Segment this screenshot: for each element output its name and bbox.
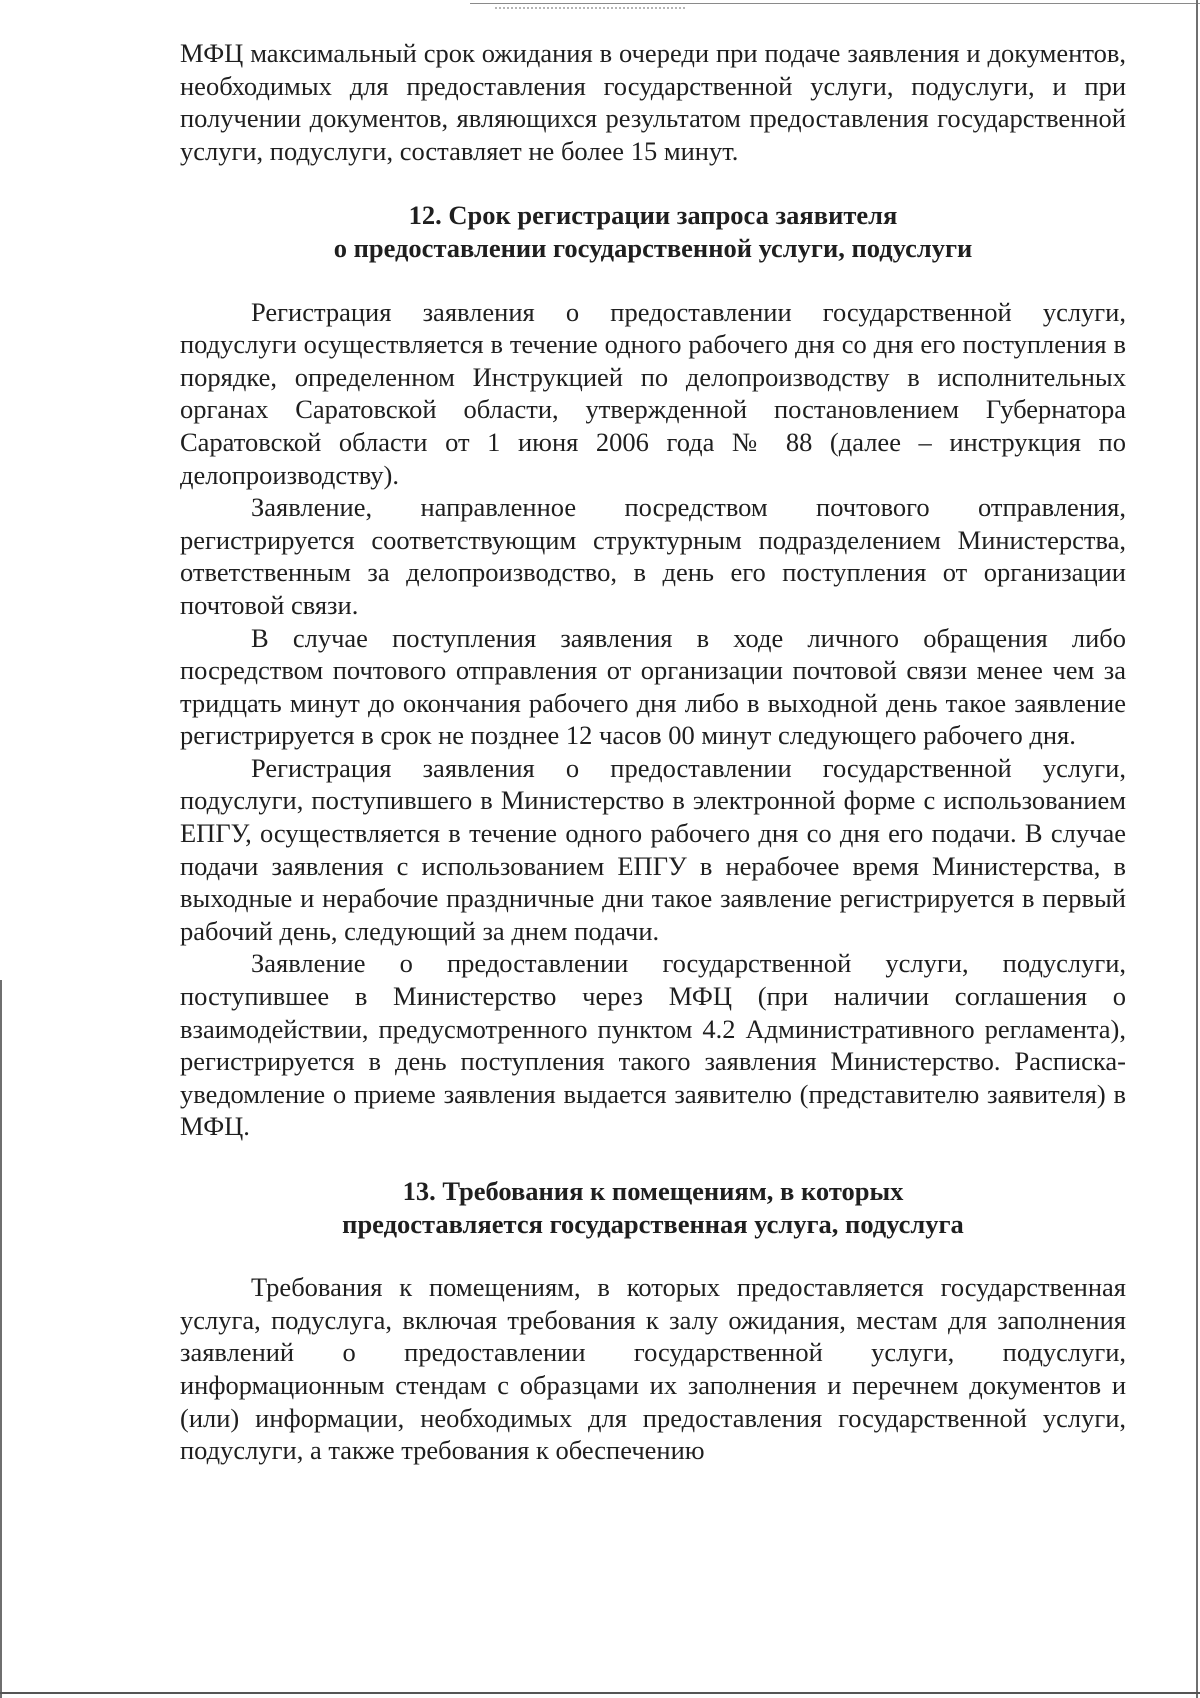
scan-edge-bottom [0,1692,1200,1694]
section-12-heading-line-2: о предоставлении государственной услуги, подуслуги [333,232,973,263]
section-13-paragraph-1: Требования к помещениям, в которых предоставляется государственная услуга, подуслуга, включая требования к залу ожидания, местам для заполнения заявлений о предоставлении государственной услуги, подуслуги, информационным стендам с образцами их заполнения и перечнем документов и (или) информации, необходимых для предоставления государственной услуги, подуслуги, а также требования к обеспечению [180,1272,1126,1466]
section-13-heading-line-1: 13. Требования к помещениям, в которых [402,1176,904,1206]
section-12-paragraph-2: Заявление, направленное посредством почтового отправления, регистрируется соответствующим структурным подразделением Министерства, ответственным за делопроизводство, в день его поступления от организации почтовой связи. [180,492,1126,620]
spacer [180,1240,1126,1271]
section-13-heading [180,1175,1126,1240]
spacer [180,265,1126,296]
spacer [180,1143,1126,1175]
scan-edge-right [1196,0,1198,1698]
section-12-paragraph-5: Заявление о предоставлении государственной услуги, подуслуги, поступившее в Министерство через МФЦ (при наличии соглашения о взаимодействии, предусмотренного пунктом 4.2 Административного регламента), регистрируется в день поступления такого заявления Министерство. Расписка-уведомление о приеме заявления выдается заявителю (представителю заявителя) в МФЦ. [180,948,1126,1142]
spacer [180,167,1126,199]
section-13-heading-line-2: предоставляется государственная услуга, подуслуга [342,1208,964,1239]
document-body [180,37,1126,1467]
section-12-heading [180,199,1126,264]
scan-noise-top [495,7,685,12]
section-12-paragraph-4: Регистрация заявления о предоставлении государственной услуги, подуслуги, поступившего в Министерство в электронной форме с использованием ЕПГУ, осуществляется в течение одного рабочего дня со дня его подачи. В случае подачи заявления с использованием ЕПГУ в нерабочее время Министерства, в выходные и нерабочие праздничные дни такое заявление регистрируется в первый рабочий день, следующий за днем подачи. [180,752,1126,946]
scan-edge-top [470,3,1200,4]
scan-edge-left [0,980,2,1698]
section-12-paragraph-1: Регистрация заявления о предоставлении государственной услуги, подуслуги осуществляется в течение одного рабочего дня со дня его поступления в порядке, определенном Инструкцией по делопроизводству в исполнительных органах Саратовской области, утвержденной постановлением Губернатора Саратовской области от 1 июня 2006 года № 88 (далее – инструкция по делопроизводству). [180,296,1126,490]
section-12-heading-line-1: 12. Срок регистрации запроса заявителя [408,200,898,231]
section-12-paragraph-3: В случае поступления заявления в ходе личного обращения либо посредством почтового отправления от организации почтовой связи менее чем за тридцать минут до окончания рабочего дня либо в выходной день такое заявление регистрируется в срок не позднее 12 часов 00 минут следующего рабочего дня. [180,622,1126,751]
intro-paragraph: МФЦ максимальный срок ожидания в очереди при подаче заявления и документов, необходимых для предоставления государственной услуги, подуслуги, и при получении документов, являющихся результатом предоставления государственной услуги, подуслуги, составляет не более 15 минут. [180,38,1126,166]
